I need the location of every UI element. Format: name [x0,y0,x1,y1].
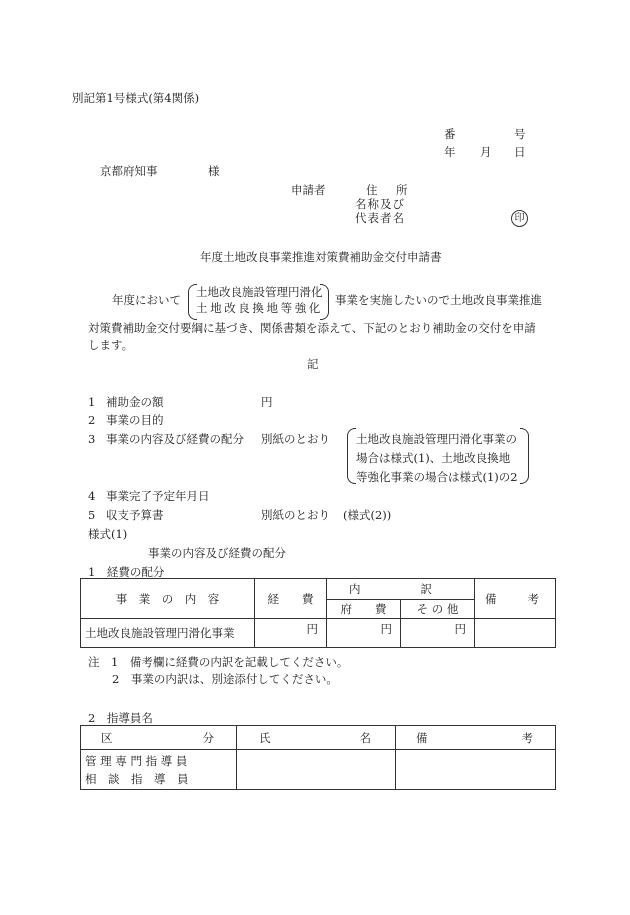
note-line: 注 1 備考欄に経費の内訳を記載してください。 [88,655,349,669]
section2-heading: 2 指導員名 [88,711,153,725]
row-remarks [475,619,556,648]
header-pref-cost: 府 費 [327,600,401,619]
intro-text-line2: 対策費補助金交付要綱に基づき、関係書類を添えて、下記のとおり補助金の交付を申請 [88,321,536,335]
choice-option-1: 土地改良施設管理円滑化 [196,285,323,299]
addressee-name: 京都府知事 [100,164,158,178]
cost-allocation-table [80,578,556,648]
item-label-content: 事業の内容及び経費の配分 [106,432,244,446]
address-label-a: 住 [366,183,378,197]
category-row-management: 管 理 専 門 指 導 員 [85,753,188,768]
choice-bracket-right [320,284,329,320]
month-label: 月 [480,145,492,159]
header-category: 区 分 [81,726,237,750]
item3-note-line: 等強化事業の場合は様式(1)の2 [356,470,518,484]
year-label: 年 [444,145,456,159]
row-cost-yen: 円 [255,619,327,648]
org-name-label: 名称及び [355,197,405,211]
form-number: 別記第1号様式(第4関係) [72,91,200,105]
item3-note-line: 土地改良施設管理円滑化事業の [356,432,517,446]
seal-mark: 印 [511,210,528,227]
header-other-cost: そ の 他 [401,600,475,619]
header-remarks: 備 考 [475,579,556,619]
intro-text-line3: します。 [88,338,134,352]
item-value-yen: 円 [261,395,273,409]
header-name: 氏 名 [237,726,396,750]
header-breakdown: 内 訳 [327,579,475,600]
addressee-honorific: 様 [208,164,220,178]
number-label: 番 [444,127,456,141]
intro-text-part2: 事業を実施したいので土地改良事業推進 [335,293,542,307]
note-bracket-left [347,428,356,484]
item-number: 5 [88,508,96,522]
item-label-budget: 収支予算書 [106,508,164,522]
item-number: 3 [88,432,96,446]
item-value-attached: 別紙のとおり [261,432,330,446]
item-value-attached: 別紙のとおり [261,508,330,522]
header-cost: 経 費 [255,579,327,619]
instructor-remarks-cell [396,750,556,790]
address-label-b: 所 [396,183,408,197]
note-bracket-right [520,428,529,484]
item-number: 1 [88,395,96,409]
row-work-name: 土地改良施設管理円滑化事業 [81,619,255,648]
row-other-yen: 円 [401,619,475,648]
item-label-subsidy: 補助金の額 [106,395,164,409]
category-list [81,750,237,790]
note-line: 2 事業の内訳は、別途添付してください。 [112,672,338,686]
row-pref-yen: 円 [327,619,401,648]
intro-text-year: 年度において [112,293,181,307]
item-label-completion: 事業完了予定年月日 [106,489,210,503]
instructor-table [80,725,556,790]
item-number: 4 [88,489,96,503]
ki-heading: 記 [307,357,319,371]
number-suffix: 号 [514,127,526,141]
section1-heading: 1 経費の配分 [88,565,165,579]
day-label: 日 [514,145,526,159]
document-title: 年度土地改良事業推進対策費補助金交付申請書 [200,250,442,264]
instructor-name-cell [237,750,396,790]
applicant-label: 申請者 [291,183,326,197]
item-value-form-ref: (様式(2)) [343,508,392,522]
item-number: 2 [88,413,96,427]
category-row-consultation: 相 談 指 導 員 [85,771,189,786]
form1-title: 事業の内容及び経費の配分 [148,546,286,560]
header-work-content: 事 業 の 内 容 [81,579,255,619]
header-remarks: 備 考 [396,726,556,750]
item-label-purpose: 事業の目的 [106,413,164,427]
item3-note-line: 場合は様式(1)、土地改良換地 [356,451,511,465]
form1-label: 様式(1) [88,527,128,541]
representative-label: 代表者名 [355,211,405,225]
choice-option-2: 土地改良換地等強化 [196,301,323,315]
